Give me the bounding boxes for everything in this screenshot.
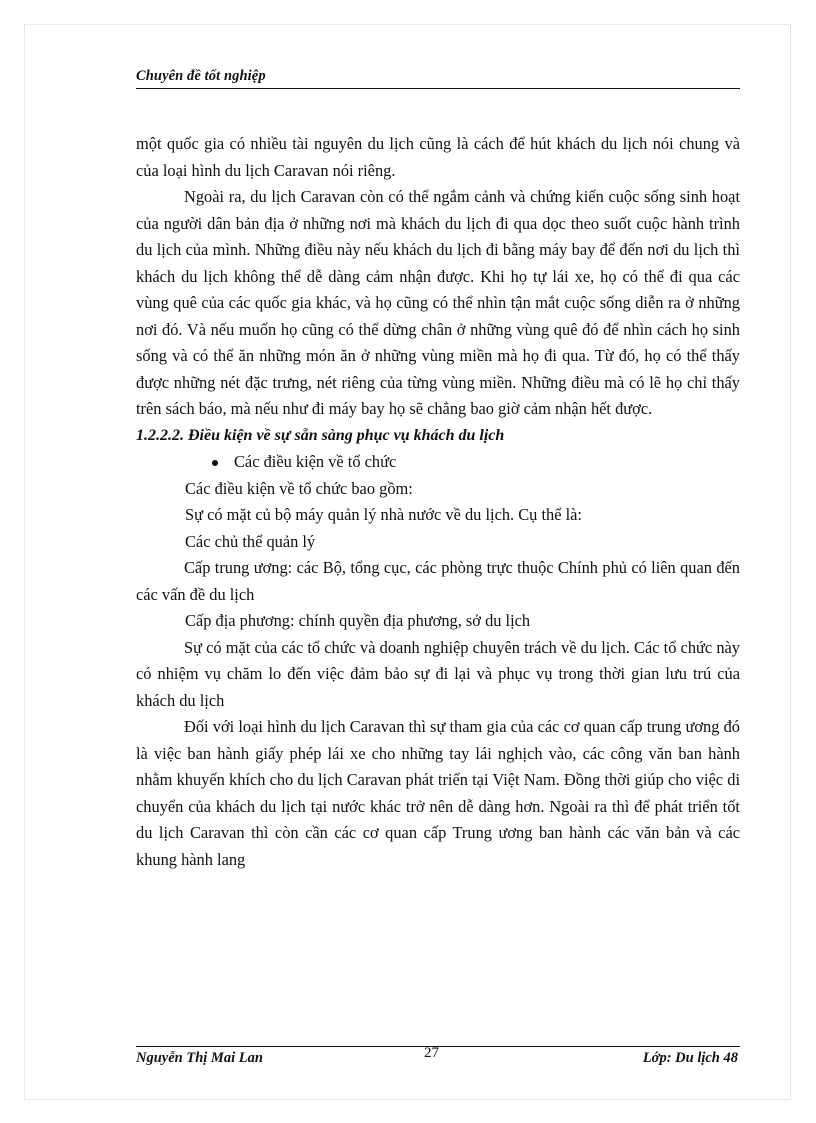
paragraph-conditions-include: Các điều kiện về tổ chức bao gồm: <box>185 478 413 498</box>
bullet-icon <box>212 460 218 466</box>
footer-author: Nguyễn Thị Mai Lan <box>136 1050 263 1066</box>
paragraph-state-apparatus: Sự có mặt củ bộ máy quản lý nhà nước về du lịch. Cụ thể là: <box>185 505 582 524</box>
bullet-text: Các điều kiện về tổ chức <box>234 452 397 471</box>
bullet-item <box>136 449 740 476</box>
paragraph-caravan-policy: Đối với loại hình du lịch Caravan thì sự tham gia của các cơ quan cấp trung ương đó là việc ban hành giấy phép lái xe cho những tay lái nghịch vào, các công văn ban hành nhằm khuyến khích cho du lịch Caravan phát triển tại Việt Nam. Đồng thời giúp cho việc di chuyển của khách du lịch tại nước khác trở nên dễ dàng hơn. Ngoài ra thì để phát triển tốt du lịch Caravan thì còn cần các cơ quan cấp Trung ương ban hành các văn bản và các khung hành lang <box>136 717 740 869</box>
footer-class: Lớp: Du lịch 48 <box>642 1050 738 1066</box>
paragraph-management-subjects: Các chủ thể quản lý <box>185 531 316 551</box>
paragraph-central-level: Cấp trung ương: các Bộ, tổng cục, các phòng trực thuộc Chính phủ có liên quan đến các vấn đề du lịch <box>136 558 740 604</box>
paragraph-caravan-sightseeing: Ngoài ra, du lịch Caravan còn có thể ngắm cảnh và chứng kiến cuộc sống sinh hoạt của người dân bản địa ở những nơi mà khách du lịch đi qua dọc theo suốt cuộc hành trình du lịch của mình. Những điều này nếu khách du lịch đi bằng máy bay để đến nơi du lịch thì khách du lịch không thể dễ dàng cảm nhận được. Khi họ tự lái xe, họ có thể đi qua các vùng quê của các quốc gia khác, và họ cũng có thể nhìn tận mắt cuộc sống diễn ra ở những nơi đó. Và nếu muốn họ cũng có thể dừng chân ở những vùng quê đó để nhìn cách họ sinh sống và có thể ăn những món ăn ở những vùng miền mà họ đi qua. Từ đó, họ có thể thấy được những nét đặc trưng, nét riêng của từng vùng miền. Những điều mà có lẽ họ chỉ thấy trên sách báo, mà nếu như đi máy bay họ sẽ chẳng bao giờ cảm nhận hết được. <box>136 187 740 418</box>
header-title: Chuyên đề tốt nghiệp <box>136 68 266 84</box>
page-number: 27 <box>424 1045 439 1061</box>
header-divider <box>136 88 740 89</box>
paragraph-organizations: Sự có mặt của các tổ chức và doanh nghiệp chuyên trách về du lịch. Các tổ chức này có nhiệm vụ chăm lo đến việc đảm bảo sự đi lại và phục vụ trong thời gian lưu trú của khách du lịch <box>136 637 740 710</box>
section-heading: 1.2.2.2. Điều kiện về sự sẵn sàng phục vụ khách du lịch <box>136 426 505 444</box>
body-text <box>136 131 740 873</box>
paragraph-local-level: Cấp địa phương: chính quyền địa phương, sở du lịch <box>185 611 531 630</box>
paragraph-continuation: một quốc gia có nhiều tài nguyên du lịch cũng là cách để hút khách du lịch nói chung và của loại hình du lịch Caravan nói riêng. <box>136 134 740 180</box>
